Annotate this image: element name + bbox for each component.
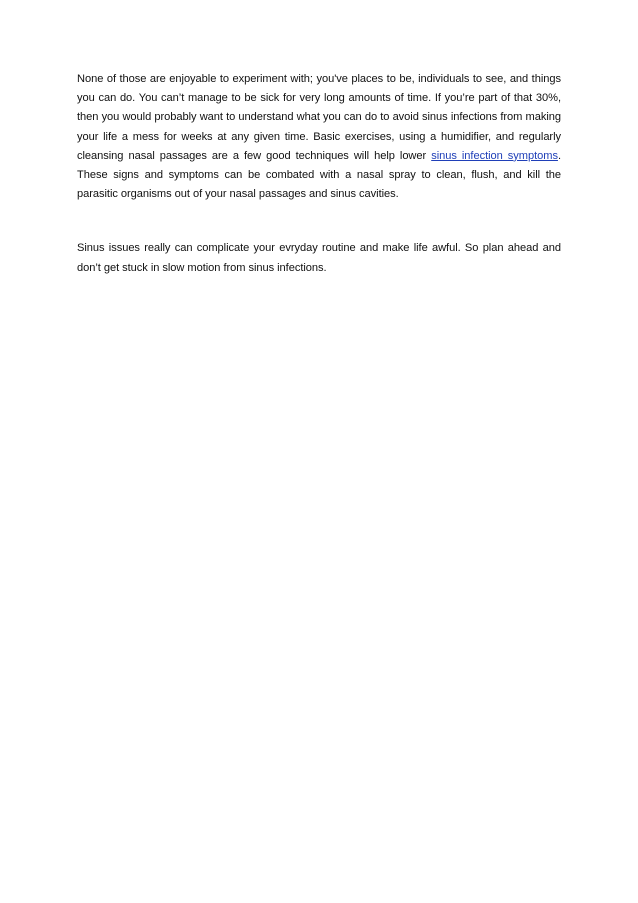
sinus-infection-symptoms-link[interactable]: sinus infection symptoms [431,149,558,162]
paragraph-1 [77,70,561,204]
paragraph-1-text-before-link: None of those are enjoyable to experiment with; you've places to be, individuals to see, and things you can do. You can’t manage to be sick for very long amounts of time. If you’re part of that 30%, then you would probably want to understand what you can do to avoid sinus infections from making your life a mess for weeks at any given time. Basic exercises, using a humidifier, and regularly cleansing nasal passages are a few good techniques will help lower [77,73,561,162]
document-body [77,70,561,278]
paragraph-2: Sinus issues really can complicate your evryday routine and make life awful. So plan ahead and don’t get stuck in slow motion from sinus infections. [77,242,561,274]
paragraph-1-text-after-link: . These signs and symptoms can be combated with a nasal spray to clean, flush, and kill the parasitic organisms out of your nasal passages and sinus cavities. [77,149,561,201]
